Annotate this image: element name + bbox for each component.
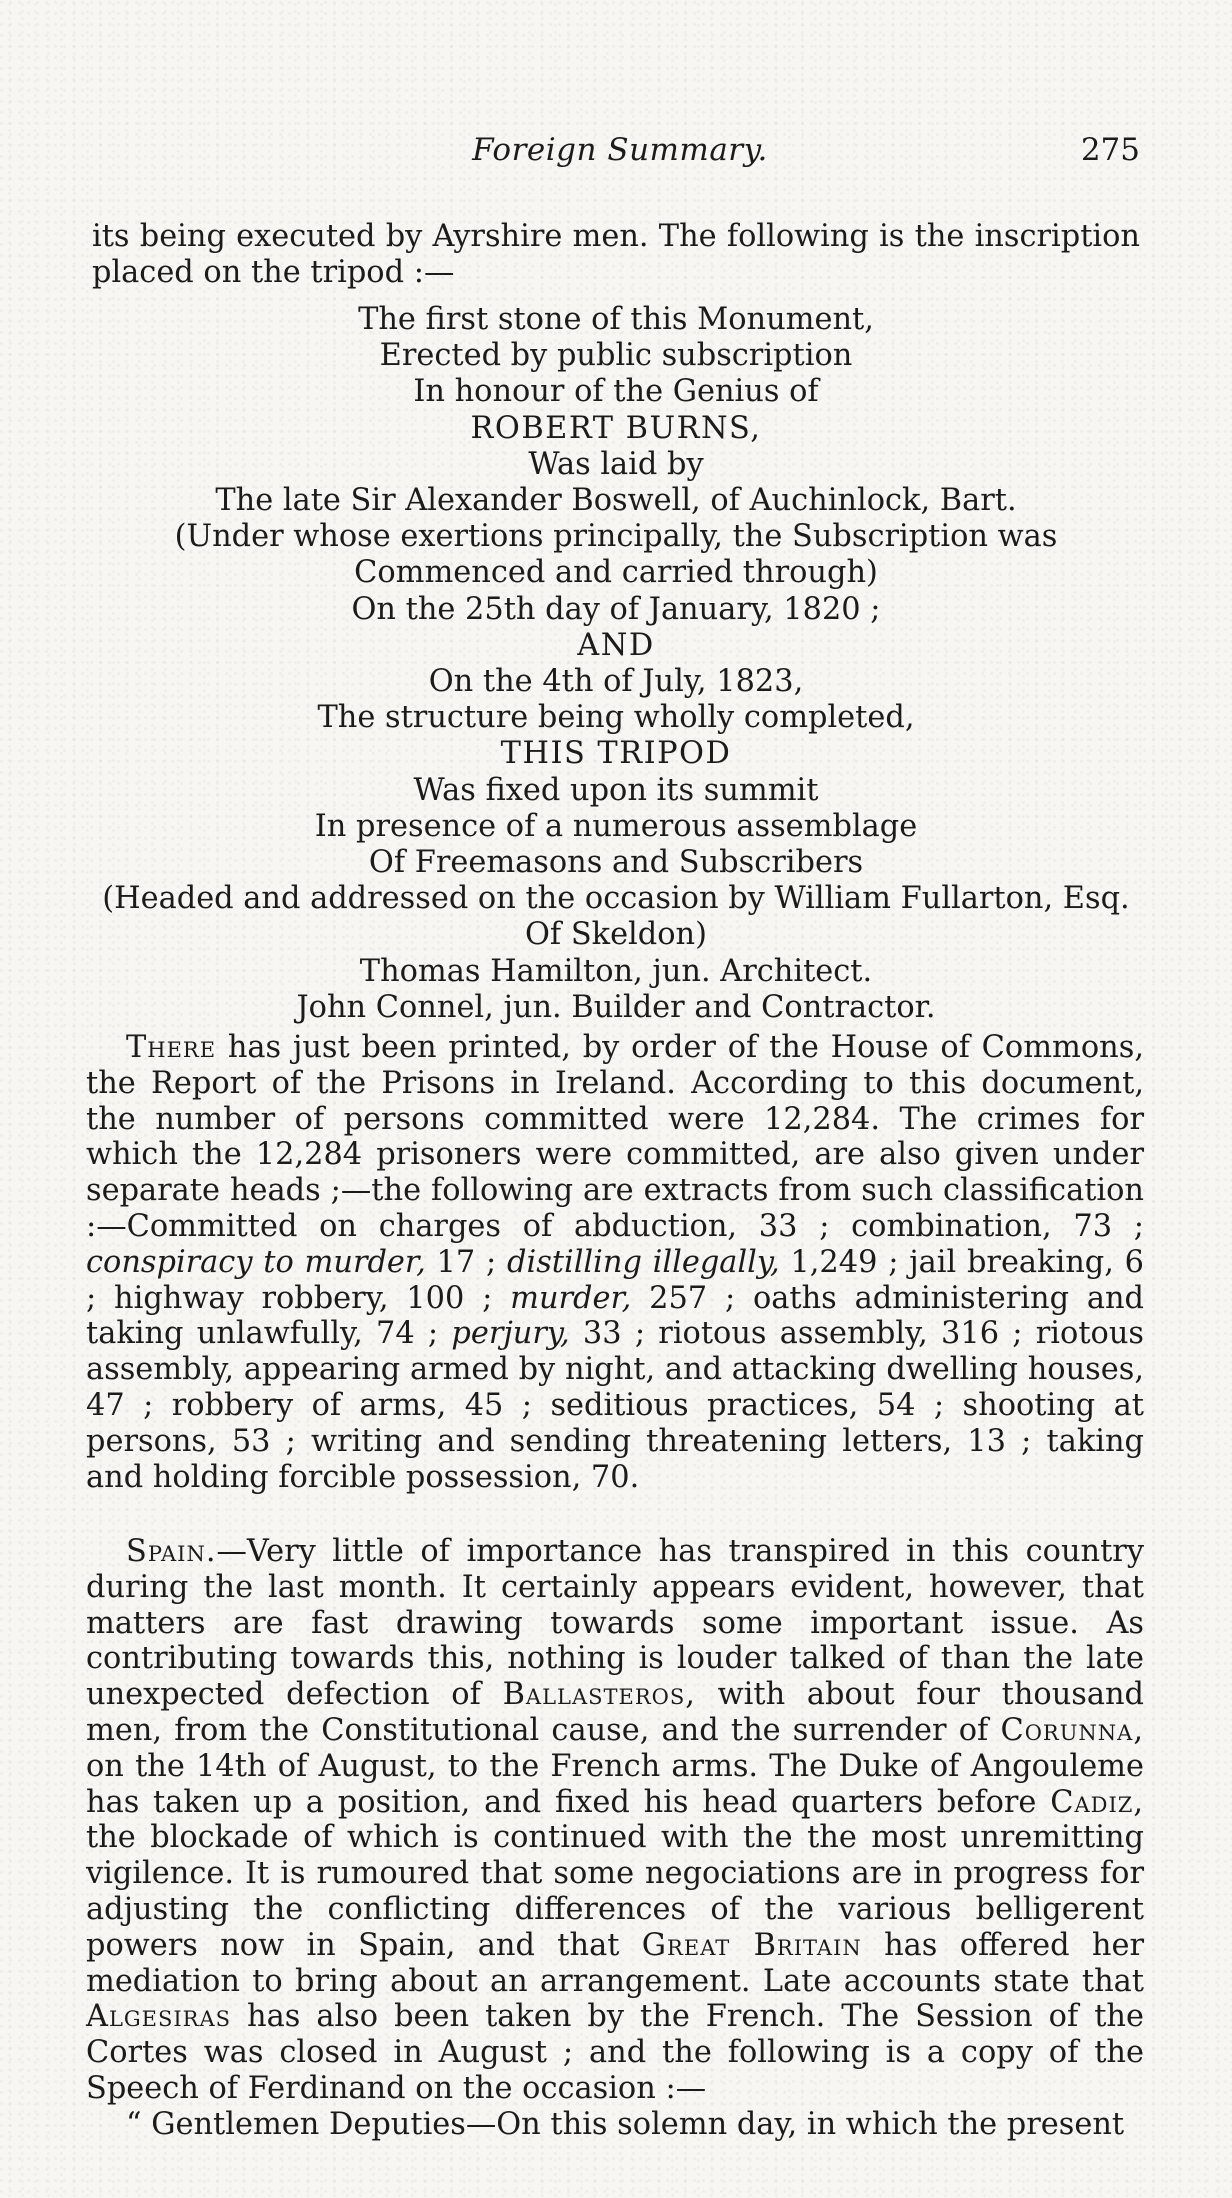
spain-smallcaps-run: Great Britain	[641, 1927, 862, 1963]
inscription-line: Of Skeldon)	[525, 917, 707, 953]
inscription-line: Thomas Hamilton, jun. Architect.	[359, 953, 873, 989]
inscription-line: In presence of a numerous assemblage	[314, 808, 918, 844]
spain-smallcaps-run: Algesiras	[86, 1999, 232, 2035]
prisons-italic-run: distilling illegally,	[507, 1244, 780, 1280]
prisons-italic-run: conspiracy to murder,	[86, 1244, 426, 1280]
inscription-line: Erected by public subscription	[379, 338, 853, 374]
spain-text-run: has also been taken by the French. The Session of the Cortes was closed in August ; and the following is a copy of the Speech of Ferdinand on the occasion :—	[86, 1999, 1144, 2106]
inscription-line: The structure being wholly completed,	[317, 700, 915, 736]
inscription-line: The late Sir Alexander Boswell, of Auchinlock, Bart.	[215, 483, 1017, 519]
prisons-text	[86, 1030, 1144, 1495]
prisons-text-run: 17 ;	[425, 1244, 508, 1280]
inscription-line: In honour of the Genius of	[413, 374, 819, 410]
spain-text-run: —Very little of importance has transpired in this country during the last month. It certainly appears evident, however, that matters are fast drawing towards some important issue. As contributing towards this, nothing is louder talked of than the late unexpected defection of	[86, 1534, 1144, 1713]
inscription-line: THIS TRIPOD	[500, 736, 732, 772]
prisons-lead-word: There	[126, 1030, 217, 1065]
inscription-line: ROBERT BURNS,	[470, 410, 762, 446]
intro-paragraph	[92, 219, 1140, 290]
inscription-line: On the 4th of July, 1823,	[428, 664, 804, 700]
running-head	[100, 132, 1140, 178]
inscription-line: (Under whose exertions principally, the Subscription was	[174, 519, 1058, 555]
spain-text-run: the blockade of which is continued with the the most unremitting vigilence. It is rumoured that some negociations are in progress for adjusting the conflicting differences of the various belligerent powers now in Spain, and that	[86, 1820, 1144, 1963]
spain-text-run: has offered her mediation to bring about an arrangement. Late accounts state that	[86, 1927, 1144, 1999]
prisons-text-run: 257 ; oaths administering and taking unlawfully, 74 ;	[86, 1280, 1144, 1352]
prisons-text-run: 1,249 ; jail breaking, 6 ; highway robbery, 100 ;	[86, 1244, 1144, 1316]
running-head-title: Foreign Summary.	[472, 132, 768, 168]
spain-paragraph	[86, 1534, 1144, 2143]
spain-text	[86, 1534, 1144, 2107]
spain-smallcaps-run: Ballasteros,	[502, 1677, 696, 1713]
speech-quote-line: “ Gentlemen Deputies—On this solemn day, in which the present	[126, 2106, 1125, 2142]
prisons-italic-run: perjury,	[451, 1316, 570, 1352]
intro-text: its being executed by Ayrshire men. The following is the inscription placed on the tripod :—	[92, 219, 1140, 290]
inscription-line: The first stone of this Monument,	[358, 302, 874, 337]
spain-text-run: with about four thousand men, from the Constitutional cause, and the surrender of	[86, 1677, 1145, 1748]
prisons-report-paragraph	[86, 1030, 1144, 1495]
inscription-line: On the 25th day of January, 1820 ;	[351, 591, 881, 627]
page-number: 275	[1080, 132, 1140, 168]
tripod-inscription	[92, 302, 1140, 1026]
inscription-line: John Connel, jun. Builder and Contractor.	[296, 989, 936, 1025]
prisons-text-run: 33 ; riotous assembly, 316 ; riotous assembly, appearing armed by night, and attacking dwelling houses, 47 ; robbery of arms, 45 ; seditious practices, 54 ; shooting at persons, 53 ; writing and sending threatening letters, 13 ; taking and holding forcible possession, 70.	[86, 1316, 1144, 1495]
inscription-line: (Headed and addressed on the occasion by William Fullarton, Esq.	[102, 881, 1130, 917]
inscription-line: Of Freemasons and Subscribers	[368, 845, 864, 881]
inscription-line: Commenced and carried through)	[354, 555, 878, 591]
spain-smallcaps-run: Cadiz,	[1050, 1784, 1144, 1820]
spain-smallcaps-run: Corunna,	[1000, 1712, 1144, 1748]
prisons-italic-run: murder,	[510, 1280, 632, 1316]
inscription-line: Was laid by	[528, 446, 704, 482]
inscription-line: AND	[577, 627, 655, 663]
inscription-line: Was fixed upon its summit	[413, 772, 819, 808]
prisons-text-run: has just been printed, by order of the House of Commons, the Report of the Prisons in Ireland. According to this document, the number of persons committed were 12,284. The crimes for which the 12,284 prisoners were committed, are also given under separate heads ;—the following are extracts from such classification :—Committed on charges of abduction, 33 ; combination, 73 ;	[86, 1030, 1144, 1244]
spain-lead-word: Spain.	[126, 1534, 217, 1569]
spain-text-run: on the 14th of August, to the French arms. The Duke of Angouleme has taken up a position, and fixed his head quarters before	[86, 1748, 1144, 1820]
